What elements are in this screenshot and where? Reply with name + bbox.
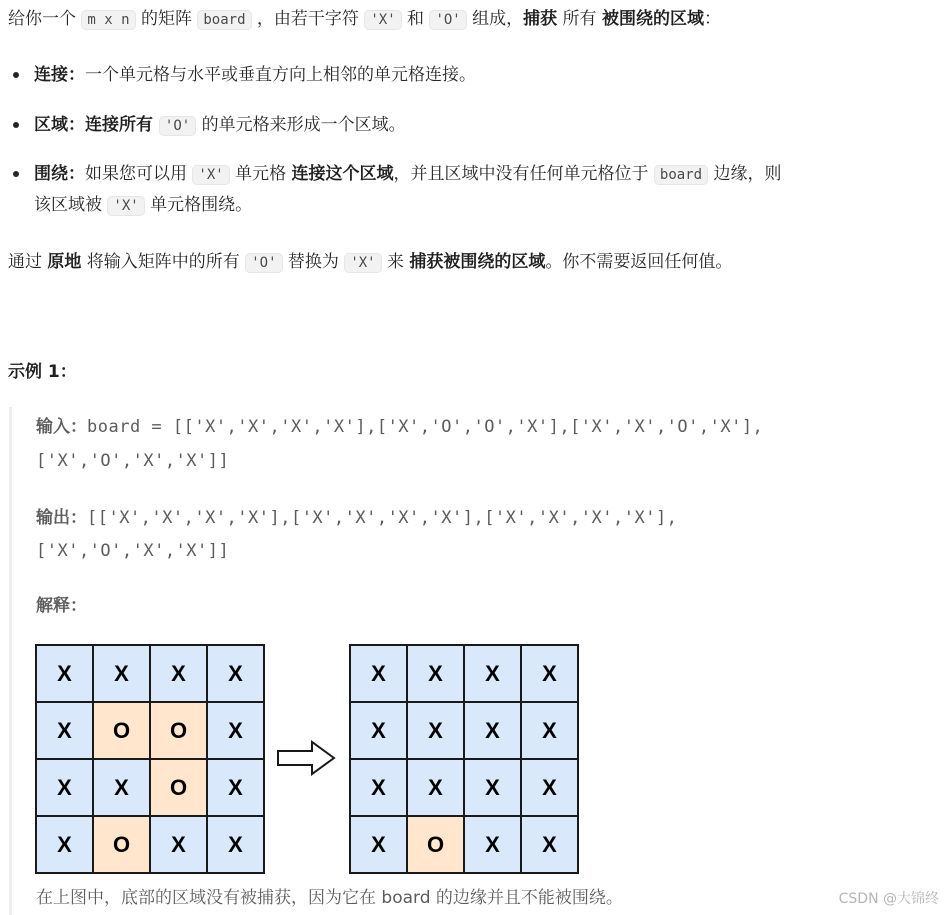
code-x: 'X'	[364, 10, 401, 30]
bullet-dot	[13, 122, 19, 128]
intro-paragraph	[8, 6, 721, 33]
right-arrow-icon	[276, 740, 336, 776]
replace-text: 通过	[8, 252, 48, 272]
example-title-text: 示例 1：	[8, 362, 77, 382]
grid-cell: X	[350, 645, 407, 702]
bullet-bold: 连接这个区域	[291, 164, 394, 184]
code-x: 'X'	[192, 165, 229, 185]
grid-cell: X	[207, 645, 264, 702]
intro-text: 和	[401, 9, 430, 29]
grid-cell: O	[150, 702, 207, 759]
grid-cell: X	[521, 816, 578, 873]
bullet-text: 的单元格来形成一个区域。	[196, 115, 406, 135]
grid-cell: O	[150, 759, 207, 816]
grid-cell: O	[93, 816, 150, 873]
example-input	[36, 414, 763, 440]
grid-cell: X	[93, 759, 150, 816]
intro-bold-region: 被围绕的区域	[601, 9, 704, 29]
grid-cell: X	[350, 759, 407, 816]
example-explain	[36, 593, 87, 619]
example-blockquote-bar	[9, 407, 12, 915]
grid-cell: X	[407, 645, 464, 702]
grid-cell: X	[36, 702, 93, 759]
output-value-line2: ['X','O','X','X']]	[36, 541, 230, 561]
grid-cell: X	[350, 702, 407, 759]
code-o: 'O'	[159, 116, 196, 136]
grid-cell: X	[207, 816, 264, 873]
output-label: 输出：	[36, 508, 87, 528]
grid-after	[349, 644, 579, 874]
example-output	[36, 505, 677, 531]
replace-bold: 原地	[47, 252, 82, 272]
grid-cell: X	[521, 702, 578, 759]
grid-cell: X	[36, 816, 93, 873]
bullet-title: 围绕：	[34, 164, 85, 184]
replace-text: 将输入矩阵中的所有	[81, 252, 246, 272]
grid-cell: X	[521, 645, 578, 702]
intro-text: ：	[703, 9, 721, 29]
bullet-title: 连接：	[34, 65, 85, 85]
replace-paragraph	[8, 249, 732, 276]
replace-text: 。你不需要返回任何值。	[545, 252, 733, 272]
grid-before	[35, 644, 265, 874]
code-m-x-n: m x n	[81, 10, 135, 30]
grid-cell: O	[407, 816, 464, 873]
bullet-text: 如果您可以用	[85, 164, 193, 184]
bullet-surround	[34, 161, 781, 188]
bullet-dot	[13, 171, 19, 177]
bullet-region	[34, 112, 406, 139]
example-input-cont	[36, 448, 229, 474]
code-o: 'O'	[245, 253, 282, 273]
grid-cell: X	[207, 759, 264, 816]
code-x: 'X'	[107, 196, 144, 216]
intro-bold-capture: 捕获	[523, 9, 558, 29]
intro-text: 组成，	[466, 9, 524, 29]
grid-cell: X	[407, 702, 464, 759]
bullet-text: 单元格	[229, 164, 292, 184]
grid-cell: X	[150, 645, 207, 702]
grid-cell: X	[464, 816, 521, 873]
intro-text: ，由若干字符	[251, 9, 365, 29]
input-value-line1: board = [['X','X','X','X'],['X','O','O','X'],['X','X','O','X'],	[87, 417, 764, 437]
figure-caption: 在上图中，底部的区域没有被捕获，因为它在 board 的边缘并且不能被围绕。	[36, 888, 623, 908]
grid-cell: X	[36, 759, 93, 816]
code-board: board	[197, 10, 251, 30]
explain-label: 解释：	[36, 596, 87, 616]
replace-bold: 捕获被围绕的区域	[409, 252, 546, 272]
bullet-text: 一个单元格与水平或垂直方向上相邻的单元格连接。	[85, 65, 476, 85]
bullet-dot	[13, 72, 19, 78]
watermark: CSDN @大锦终	[838, 891, 939, 907]
input-value-line2: ['X','O','X','X']]	[36, 451, 230, 471]
code-board: board	[654, 165, 708, 185]
example-output-cont	[36, 538, 229, 564]
grid-cell: X	[350, 816, 407, 873]
output-value-line1: [['X','X','X','X'],['X','X','X','X'],['X','X','X','X'],	[87, 508, 678, 528]
bullet-title: 区域：	[34, 115, 85, 135]
grid-cell: X	[464, 645, 521, 702]
code-o: 'O'	[429, 10, 466, 30]
grid-cell: X	[207, 702, 264, 759]
example-title	[8, 359, 77, 385]
grid-cell: X	[36, 645, 93, 702]
code-x: 'X'	[344, 253, 381, 273]
grid-cell: X	[407, 759, 464, 816]
bullet-text: 单元格围绕。	[144, 195, 253, 215]
bullet-text: ，并且区域中没有任何单元格位于	[393, 164, 654, 184]
bullet-text: 边缘，则	[708, 164, 782, 184]
grid-cell: X	[150, 816, 207, 873]
input-label: 输入：	[36, 417, 87, 437]
replace-text: 替换为	[282, 252, 345, 272]
replace-text: 来	[381, 252, 410, 272]
bullet-bold: 连接所有	[85, 115, 159, 135]
grid-cell: X	[93, 645, 150, 702]
grid-cell: X	[464, 759, 521, 816]
bullet-text: 该区域被	[34, 195, 108, 215]
bullet-connect	[34, 62, 476, 88]
bullet-surround-cont	[34, 192, 252, 219]
intro-text: 的矩阵	[135, 9, 198, 29]
intro-text: 给你一个	[8, 9, 82, 29]
grid-cell: O	[93, 702, 150, 759]
grid-cell: X	[464, 702, 521, 759]
grid-cell: X	[521, 759, 578, 816]
intro-text: 所有	[557, 9, 602, 29]
